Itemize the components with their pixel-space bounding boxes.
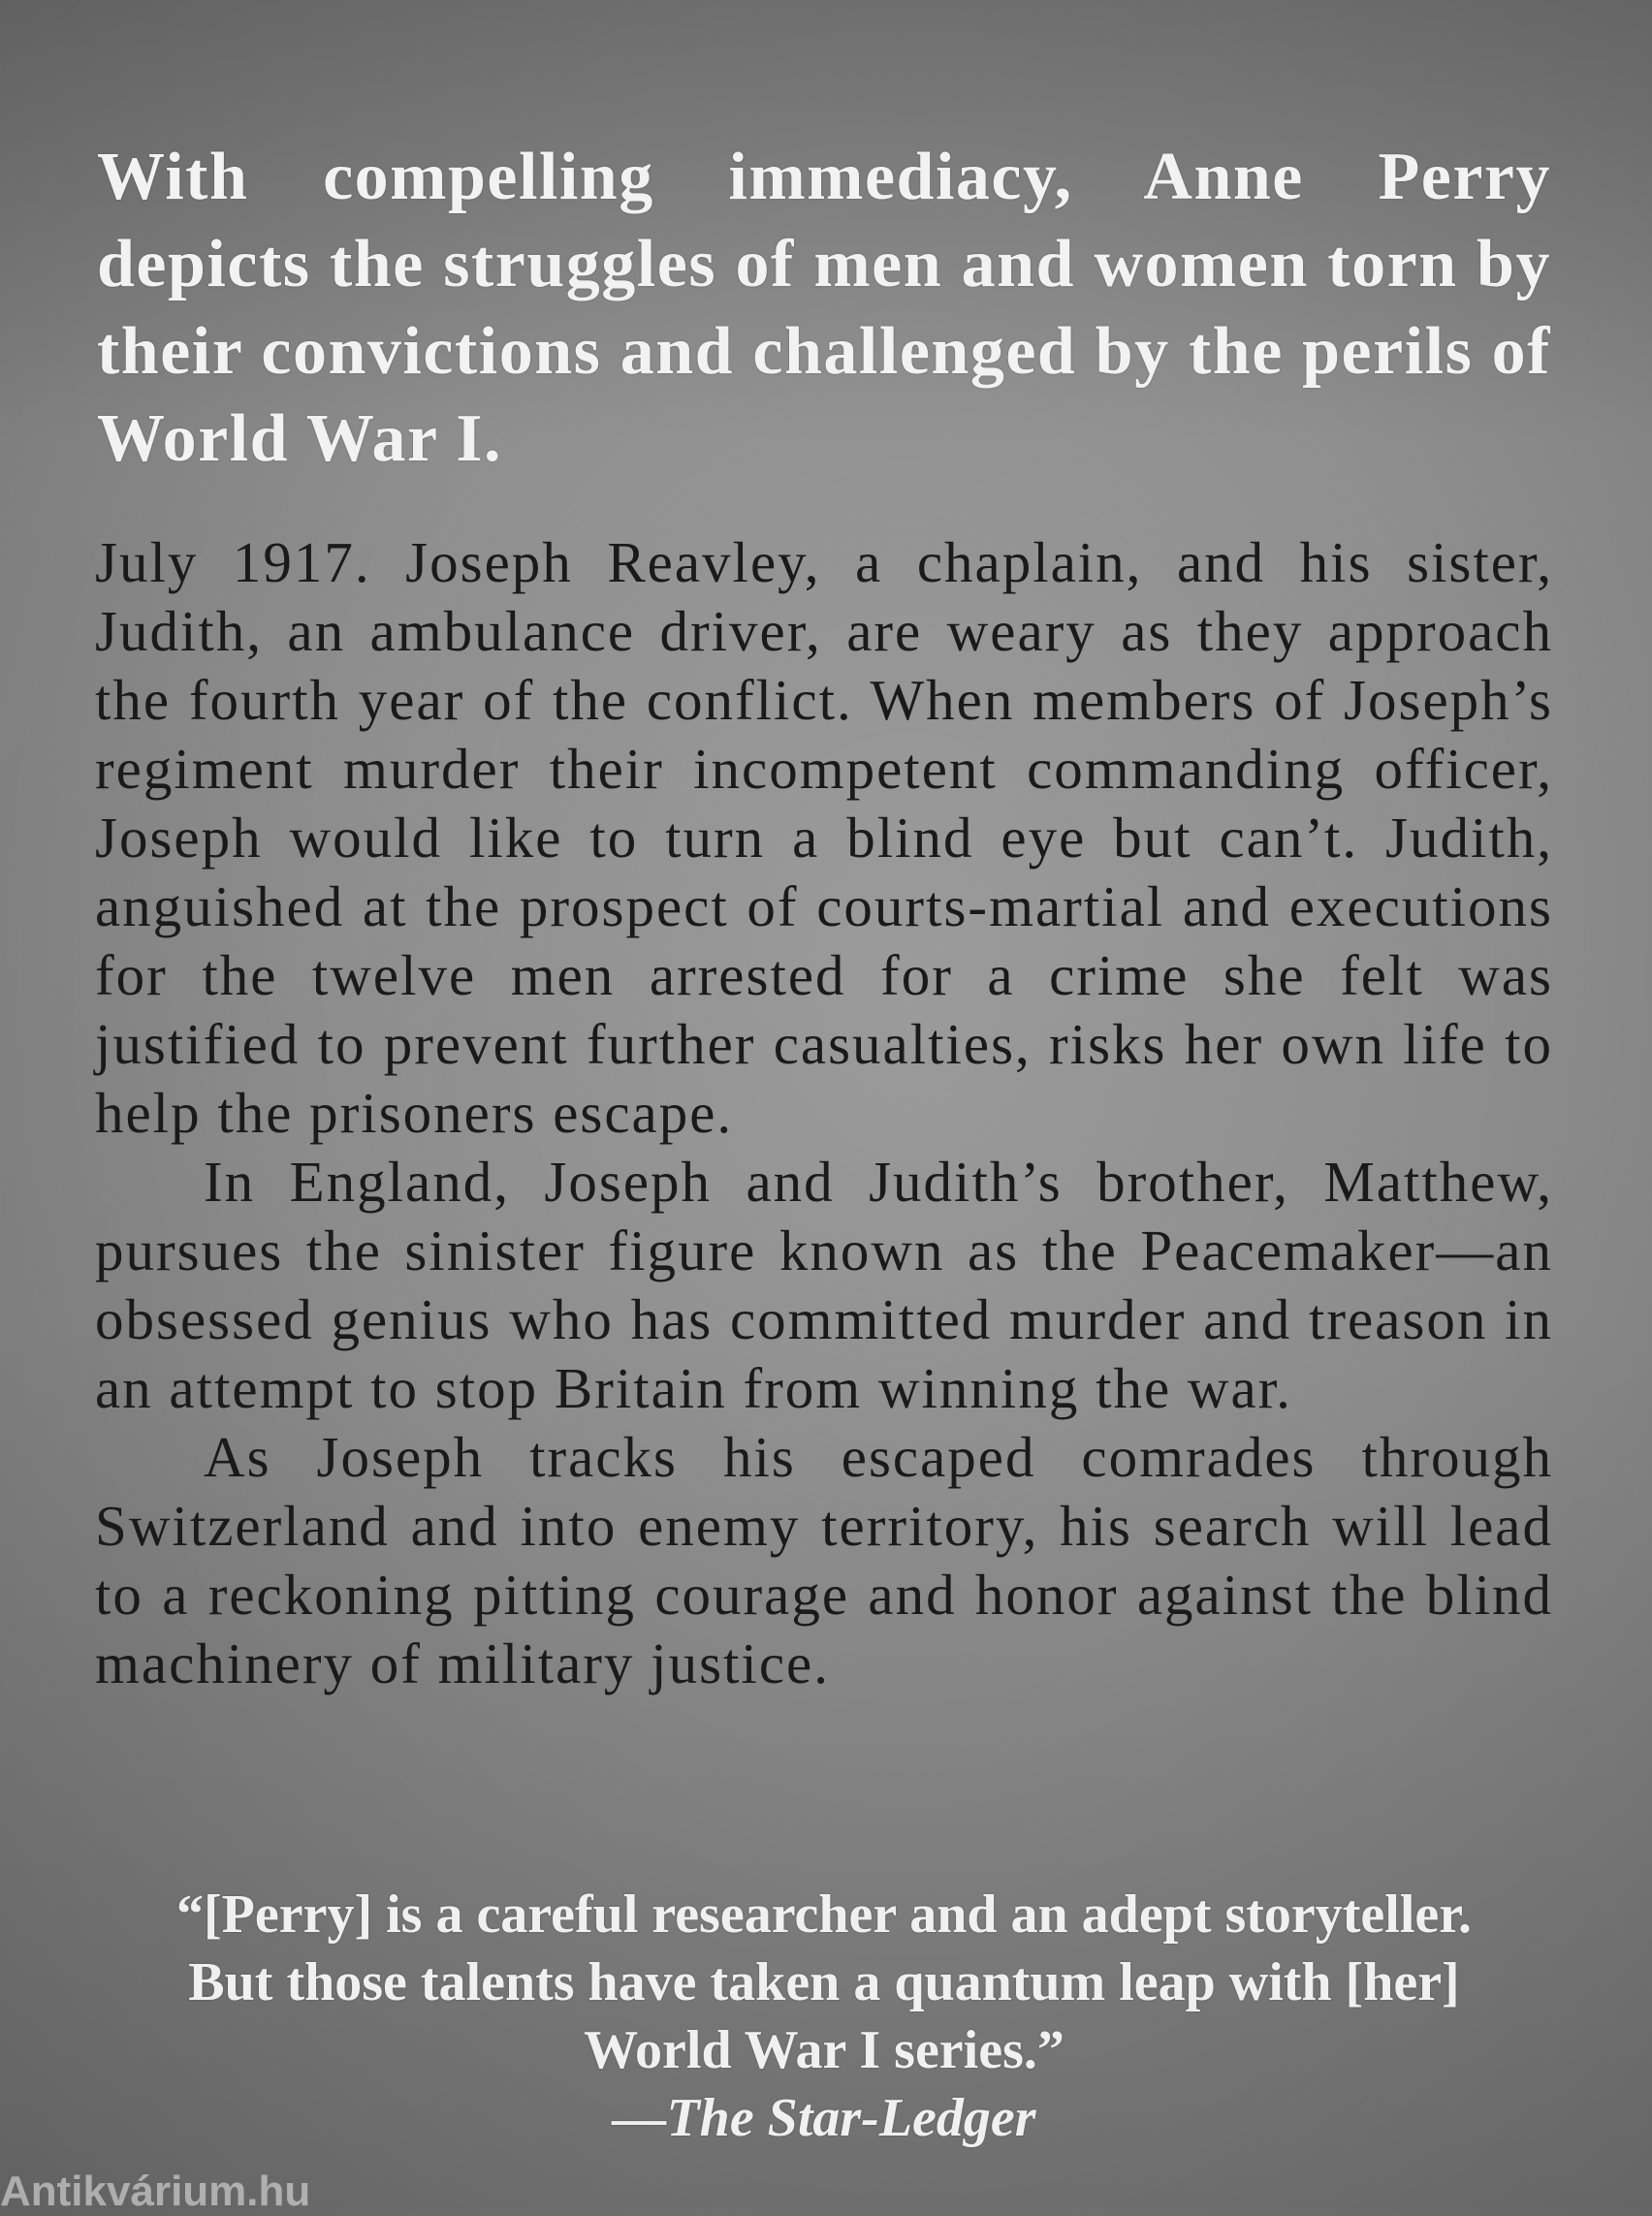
synopsis (95, 528, 1553, 1698)
cover-headline: With compelling immediacy, Anne Perry depicts the struggles of men and women torn by their convictions and challenged by the perils of World War I. (97, 140, 1551, 476)
synopsis-paragraph-2: In England, Joseph and Judith’s brother, Matthew, pursues the sinister figure known as the Peacemaker—an obsessed genius who has committed murder and treason in an attempt to stop Britain from winning the war. (95, 1150, 1553, 1420)
synopsis-paragraph-3: As Joseph tracks his escaped comrades through Switzerland and into enemy territory, his search will lead to a reckoning pitting courage and honor against the blind machinery of military justice. (95, 1425, 1553, 1695)
review-source: —The Star-Ledger (612, 2088, 1036, 2148)
review-blurb (97, 1881, 1551, 2152)
review-quote: “[Perry] is a careful researcher and an adept storyteller. But those talents have taken a quantum leap with [her] World War I series.” (176, 1884, 1472, 2080)
watermark: Antikvárium.hu (0, 2168, 311, 2215)
synopsis-paragraph-1: July 1917. Joseph Reavley, a chaplain, and his sister, Judith, an ambulance driver, are weary as they approach the fourth year of the conflict. When members of Joseph’s regiment murder their incompetent commanding officer, Joseph would like to turn a blind eye but can’t. Judith, anguished at the prospect of courts-martial and executions for the twelve men arrested for a crime she felt was justified to prevent further casualties, risks her own life to help the prisoners escape. (95, 530, 1553, 1145)
